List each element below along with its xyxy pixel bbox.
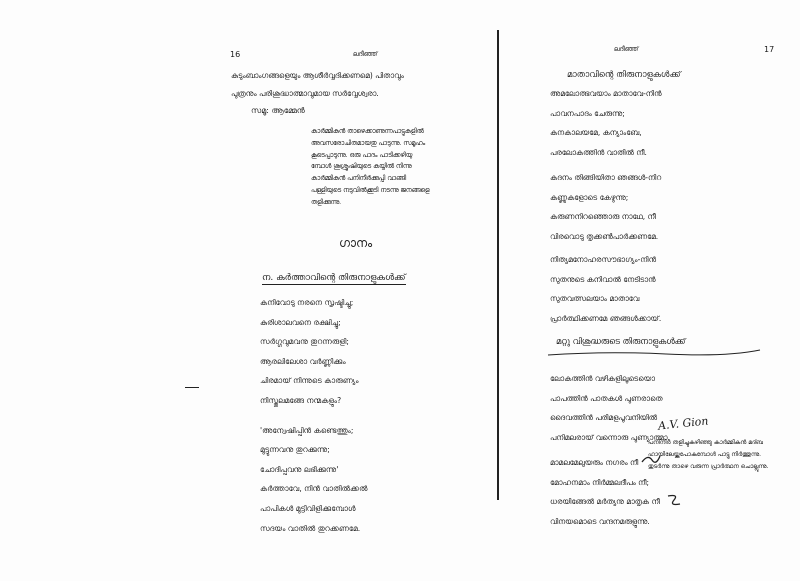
stanza-gap xyxy=(260,411,368,421)
verse-line: വിനയമൊടെ വന്ദനമരുളുന്നു. xyxy=(550,516,650,526)
rubric-line: പനിനീർ തളിച്ചുകഴിഞ്ഞു കാർമ്മികൻ മദ്ബ xyxy=(648,439,763,446)
verse-line: സുതവത്സലയാം മാതാവേ xyxy=(550,294,640,303)
rubric-line: കൂടെപ്പാടുന്നു. ഒരു പാദം പാടിക്കഴിയു xyxy=(311,151,413,159)
rubric-line: അവസരോചിതമായതു പാടുന്നു. സമൂഹം xyxy=(311,139,426,147)
closing-rubric xyxy=(648,437,768,473)
verse-line: ധരയിങ്ങേൽ മർത്യനു മാതൃക നീ xyxy=(550,497,660,506)
hymn-line: സദയം വാതിൽ തുറക്കണമേ. xyxy=(260,523,361,533)
verse-line: അമലോത്ഭവയാം മാതാവേ-നിൻ xyxy=(550,89,662,98)
verse-line: മോഹനമാം നിർമ്മലദീപം നീ; xyxy=(550,477,649,487)
verse-line: കദനം തിങ്ങിയിതാ ഞങ്ങൾ-നിറ xyxy=(550,173,662,182)
verse-line: ലോകത്തിൻ വഴികളിലൂടെയൊ xyxy=(550,374,656,383)
running-header: ലദീഞ്ഞ് xyxy=(614,45,639,53)
intro-line: കുടുംബാംഗങ്ങളെയും ആശീർവ്വദിക്കണമെ) പിതാവും xyxy=(231,71,404,80)
verse-line: സുതനുടെ കനിവാൽ നേടിടാൻ xyxy=(550,274,656,284)
hymn-line: മുട്ടുന്നവനു തുറക്കുന്നു; xyxy=(260,445,330,455)
rubric-line: തളിക്കുന്നു. xyxy=(311,198,342,206)
title-saints-feasts: മറ്റു വിശുദ്ധരുടെ തിരുനാളുകൾക്ക് xyxy=(556,336,686,346)
verse-line: ദൈവത്തിൻ പരിമളപൂവനിയിൽ xyxy=(550,413,658,422)
hymn-title: ന. കർത്താവിന്റെ തിരുനാളുകൾക്ക് xyxy=(262,273,406,283)
rubric-line: തുടർന്നു താഴെ വരുന്ന പ്രാർത്ഥന ചൊല്ലുന്നു. xyxy=(648,463,769,470)
intro-paragraph xyxy=(231,67,404,103)
rubric-line: കാർമ്മികൻ പനിനീർക്കുപ്പി വാങ്ങി xyxy=(311,175,407,183)
rubric-line: ഹായിലേയ്ക്കുപോകുമ്പോൾ പാട്ടു നിർത്തുന്നു. xyxy=(648,451,762,458)
title-mary-feasts: മാതാവിന്റെ തിരുനാളുകൾക്ക് xyxy=(567,70,681,80)
right-page xyxy=(500,0,800,581)
handwritten-note: A.V. Gion xyxy=(657,414,710,433)
hymn-line: ചിരമായ് നിന്നുടെ കാരുണ്യം xyxy=(260,376,359,386)
underline-stroke xyxy=(546,347,762,363)
verse-line: നിത്യമനോഹരസൗഭാഗ്യം-നിൻ xyxy=(550,255,657,264)
hymn-line: നിസ്തുലമങ്ങേ നന്മകളും? xyxy=(260,395,342,405)
intro-line: പുത്രനും പരിശുദ്ധാത്മാവുമായ സർവ്വേശ്വരാ. xyxy=(231,89,379,98)
verse-line: മാമലമേലുയരും നഗരം നീ xyxy=(550,458,639,467)
running-header: ലദീഞ്ഞ് xyxy=(353,50,378,58)
hymn-line: കർത്താവേ, നിൻ വാതിൽക്കൽ xyxy=(260,484,368,494)
rubric-line: കാർമ്മികൻ താഴെക്കാണുന്നപാട്ടുകളിൽ xyxy=(311,128,424,135)
hymn-body xyxy=(260,293,368,538)
hymn-line: ആരലിലേശാ വർണ്ണിക്കും xyxy=(260,356,346,366)
verse-line: കരുണനിറഞ്ഞൊരു നാഥേ, നീ xyxy=(550,212,656,221)
hymn-line: കനിവോടു നരനെ സൃഷ്ടിച്ചു; xyxy=(260,298,354,307)
hymn-line: 'അന്വേഷിപ്പിൻ കണ്ടെത്തും; xyxy=(260,425,354,435)
page-number: 17 xyxy=(764,45,775,54)
hymn-line: ചോദിപ്പവനു ലഭിക്കുന്നു' xyxy=(260,464,339,474)
section-title: ഗാനം xyxy=(339,236,373,250)
hymn-line: കുരിശാലവനെ രക്ഷിച്ചു; xyxy=(260,317,341,327)
page-number: 16 xyxy=(230,50,241,59)
verse-line: പരലോകത്തിൻ വാതിൽ നീ. xyxy=(550,147,647,157)
verse-line: പ്രാർത്ഥിക്കണമേ ഞങ്ങൾക്കായ്. xyxy=(550,313,662,323)
verse-line: കനകാലയമേ, കന്യാംബേ, xyxy=(550,128,642,137)
rubric-block xyxy=(311,126,471,209)
stanza-2 xyxy=(550,168,661,246)
hymn-line: പാപികൾ മുട്ടിവിളിക്കുമ്പോൾ xyxy=(260,503,356,513)
verse-line: പനിമലരായ് വന്നൊരു പുണ്യാത്മാ. xyxy=(550,432,670,442)
rubric-line: മ്പോൾ ശുശ്രൂഷിയുടെ കയ്യിൽ നിന്നു xyxy=(311,163,412,171)
stanza-4 xyxy=(550,369,670,447)
verse-line: വിരവൊടു തൃക്കൺപാർക്കണമേ. xyxy=(550,231,659,241)
verse-line: കണ്ണുകളോടെ കേഴുന്നു; xyxy=(550,192,629,202)
stanza-3 xyxy=(550,250,661,328)
stanza-1 xyxy=(550,84,662,162)
verse-line: പാപത്തിൻ പാതകൾ പുണരാതെ xyxy=(550,393,663,403)
rubric-line: പള്ളിയുടെ നടുവിൽക്കൂടി നടന്നു ജനങ്ങളെ xyxy=(311,186,430,194)
verse-line: പാവനപാദം ചേരുന്നു; xyxy=(550,108,625,118)
response-text: സമൂ: ആമ്മേൻ xyxy=(251,106,305,115)
scribble-mark-icon xyxy=(665,492,683,506)
hymn-line: സർഗ്ഗവുമവനു തുറന്നരുളി; xyxy=(260,337,349,347)
